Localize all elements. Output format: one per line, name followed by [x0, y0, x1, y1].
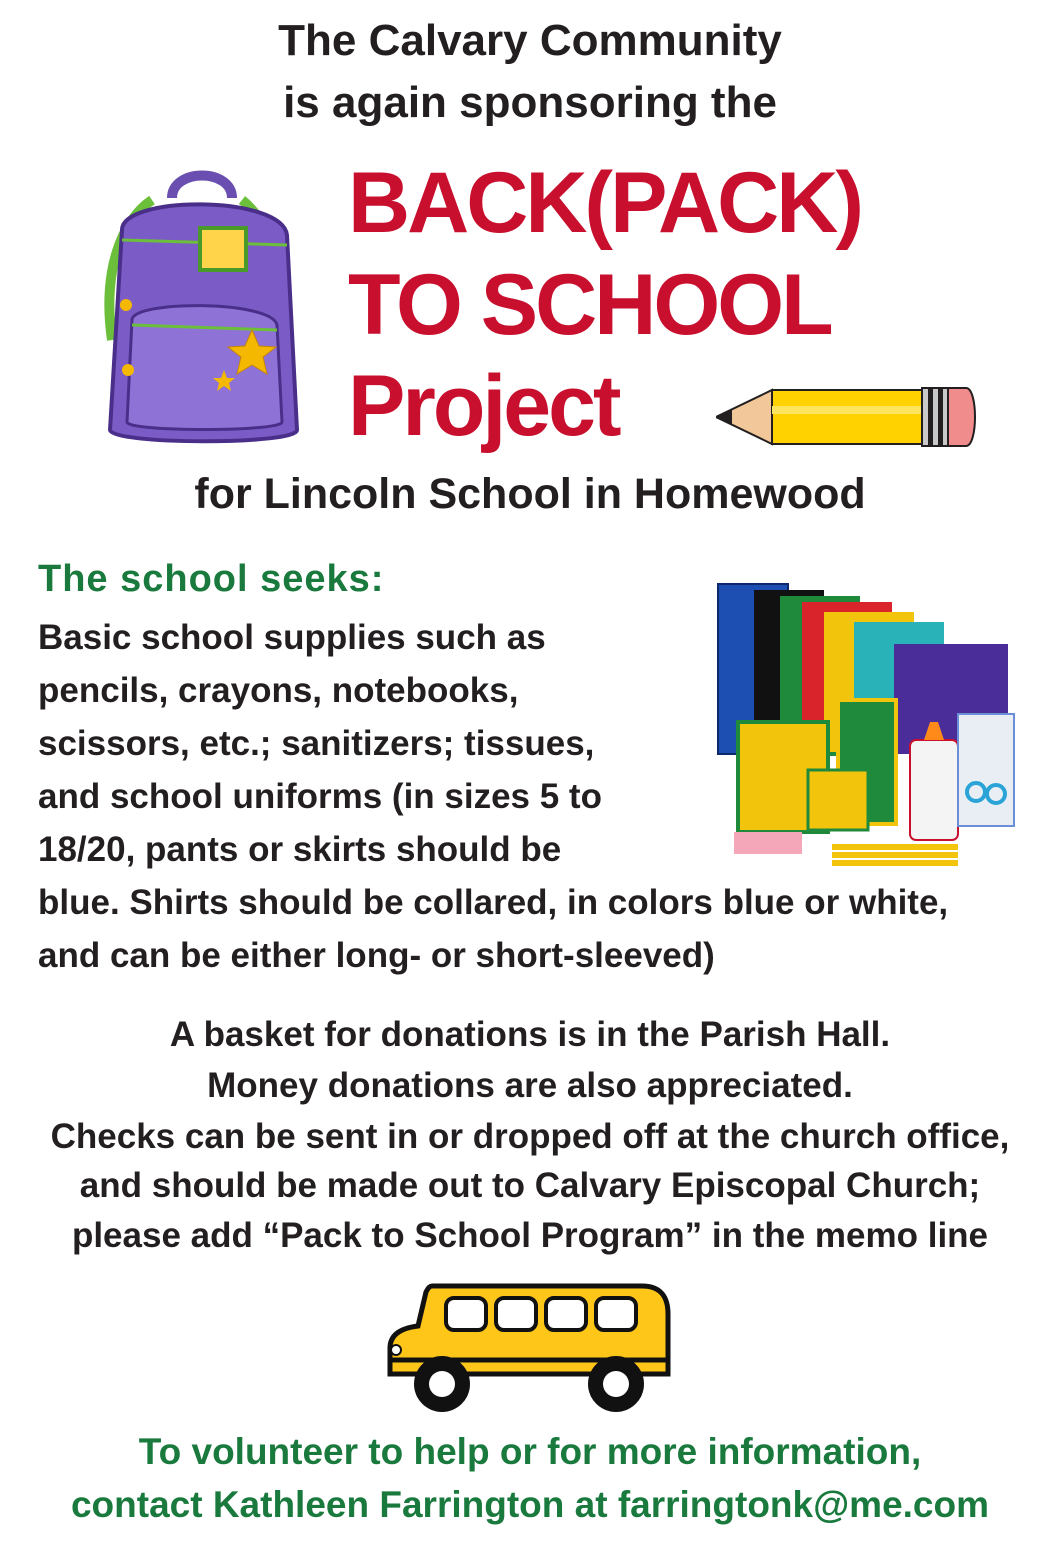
backpack-icon [92, 160, 314, 452]
seeks-line: and school uniforms (in sizes 5 to [38, 777, 602, 816]
title-line-2: TO SCHOOL [348, 257, 831, 353]
intro-line-1: The Calvary Community [278, 16, 782, 65]
contact-line-1: To volunteer to help or for more information, [138, 1431, 922, 1472]
seeks-line: Basic school supplies such as [38, 618, 546, 657]
donation-line: Checks can be sent in or dropped off at the church office, [50, 1117, 1010, 1156]
donation-line: Money donations are also appreciated. [207, 1066, 853, 1105]
contact-line-2: contact Kathleen Farrington at farringtonk@me.com [70, 1484, 990, 1525]
title-line-3: Project [348, 358, 619, 454]
donation-line: and should be made out to Calvary Episcopal Church; [79, 1166, 981, 1205]
seeks-line: 18/20, pants or skirts should be [38, 830, 562, 869]
seeks-line: blue. Shirts should be collared, in colors blue or white, [38, 883, 949, 922]
seeks-line: and can be either long- or short-sleeved) [38, 936, 715, 975]
school-bus-icon [382, 1278, 686, 1418]
title-line-1: BACK(PACK) [348, 155, 862, 251]
seeks-heading: The school seeks: [38, 558, 385, 600]
school-supplies-image [714, 582, 1018, 872]
seeks-line: pencils, crayons, notebooks, [38, 671, 519, 710]
subtitle: for Lincoln School in Homewood [194, 470, 866, 518]
donation-line: please add “Pack to School Program” in the memo line [71, 1216, 989, 1255]
pencil-icon [716, 384, 978, 450]
donation-line: A basket for donations is in the Parish Hall. [169, 1015, 891, 1054]
intro-line-2: is again sponsoring the [283, 78, 777, 127]
seeks-line: scissors, etc.; sanitizers; tissues, [38, 724, 595, 763]
